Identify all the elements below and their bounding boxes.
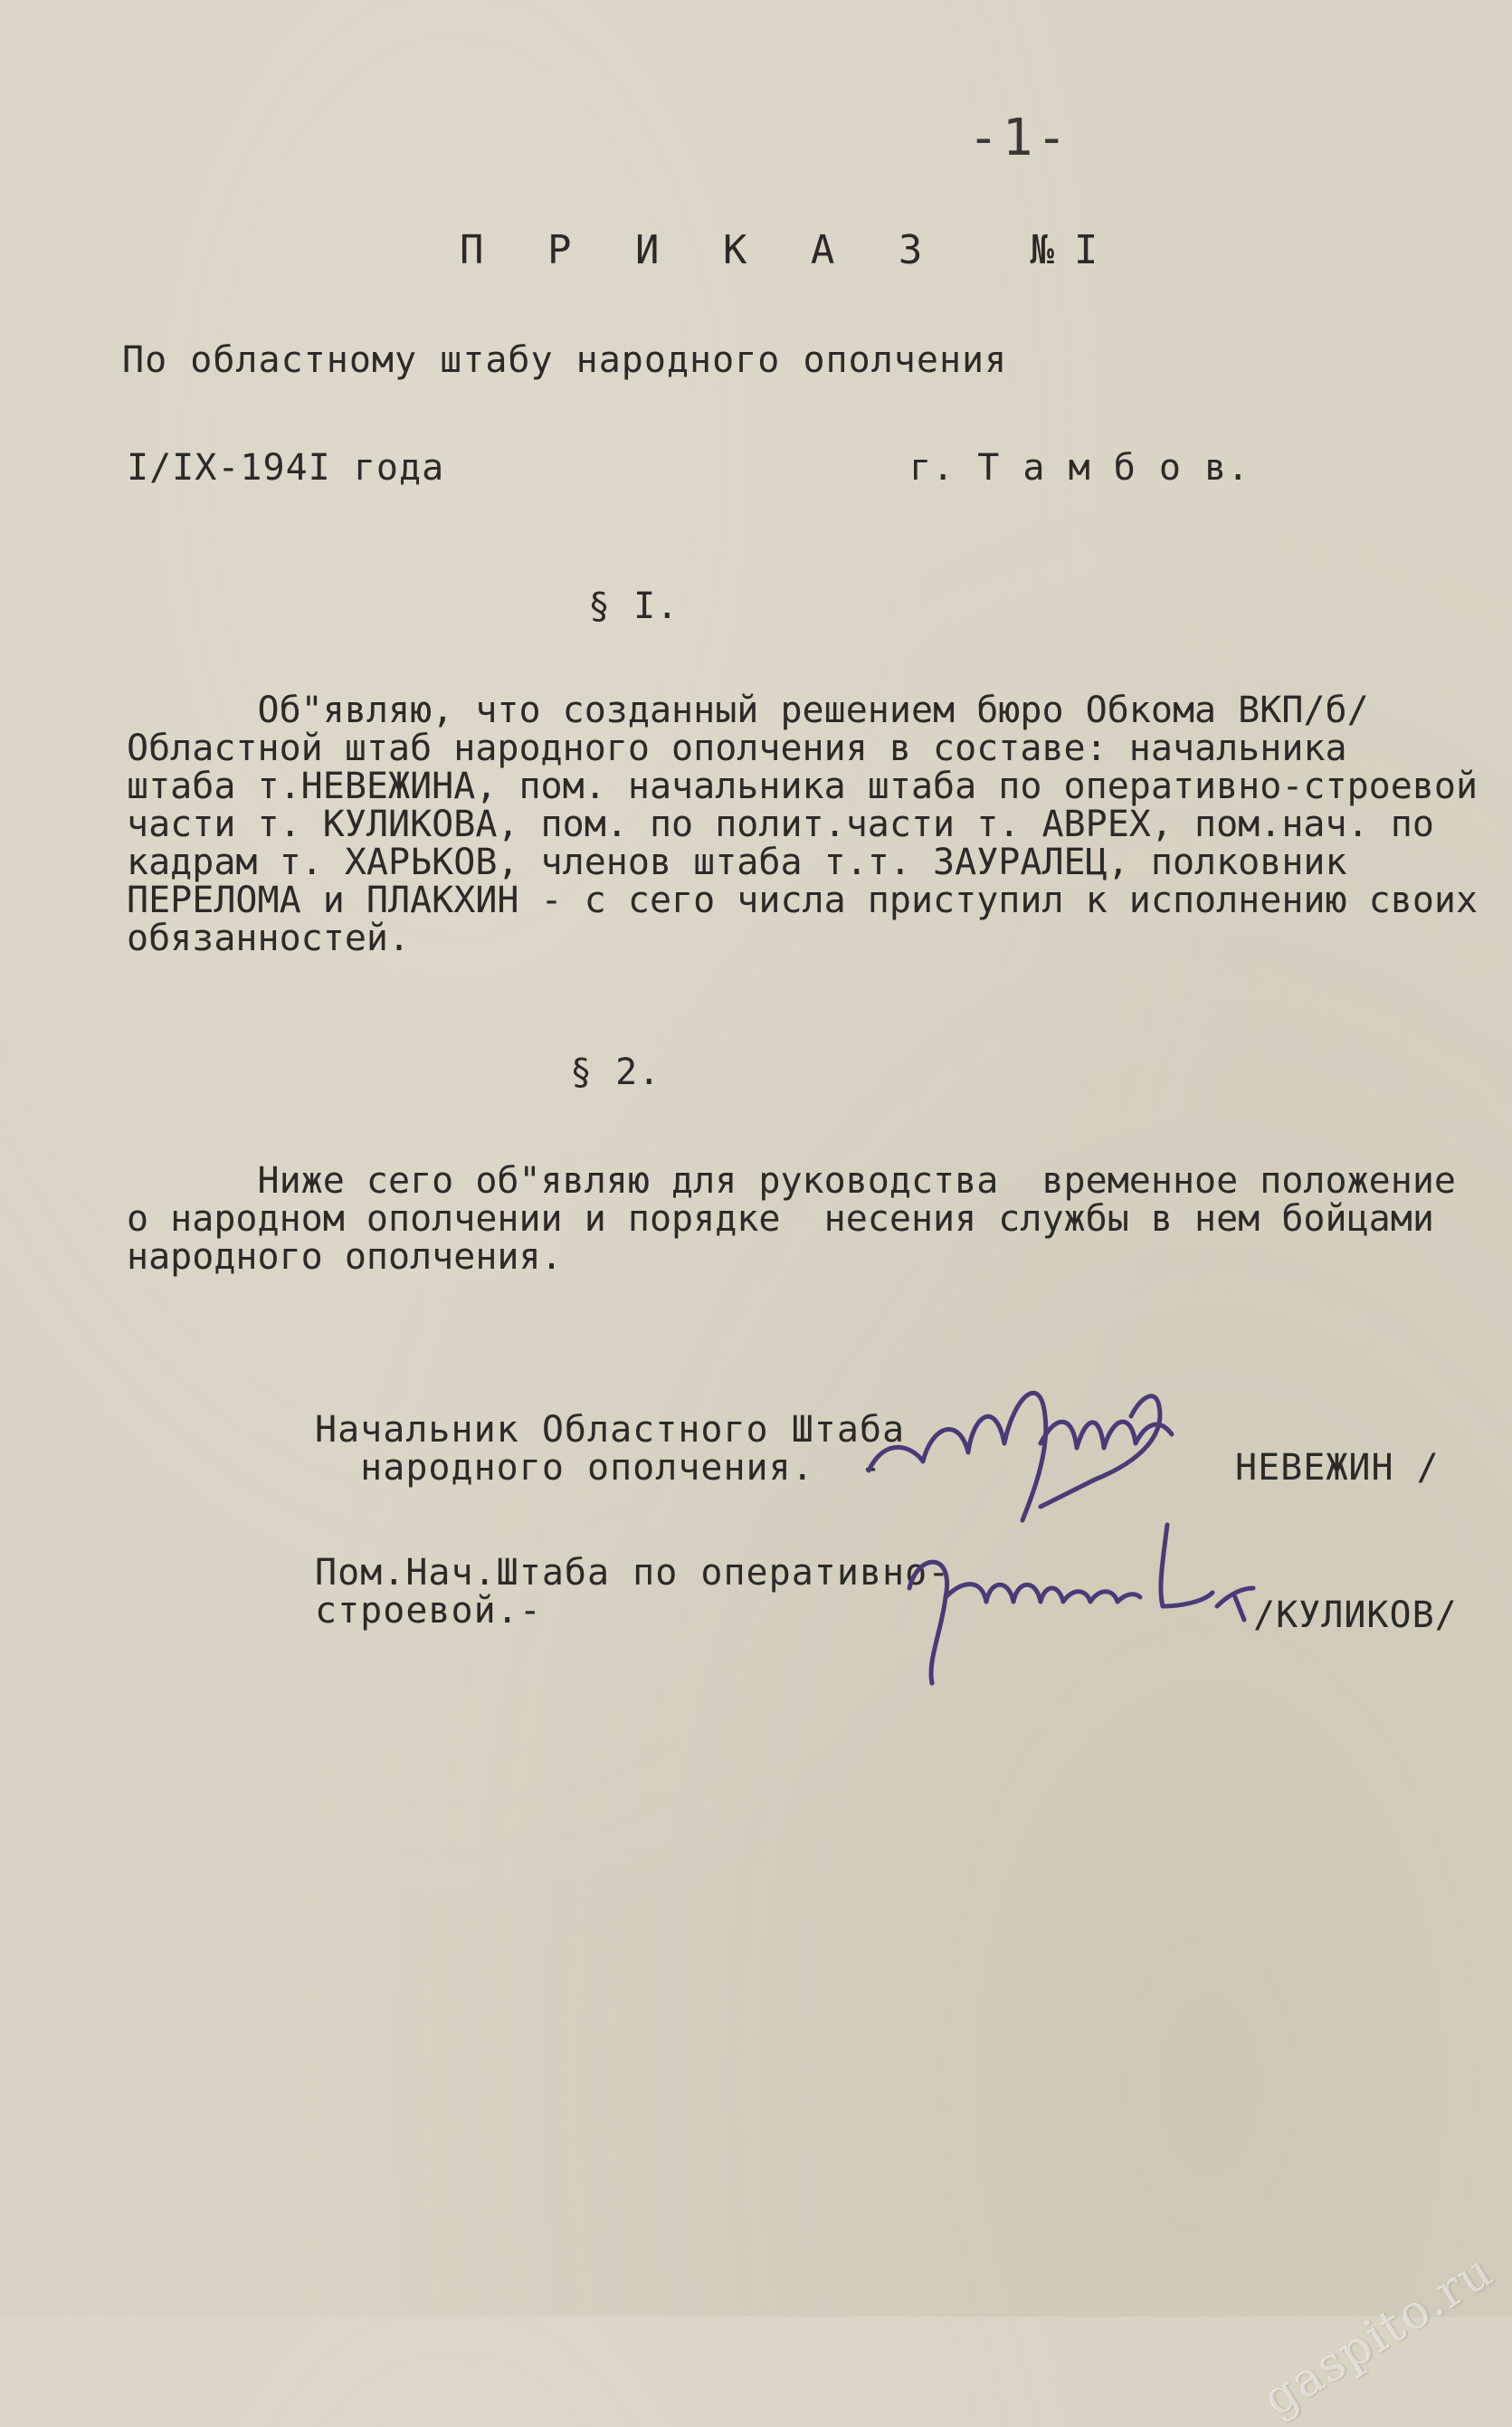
section-1-line: Об"являю, что созданный решением бюро Обкома ВКП/б/ [127, 690, 1369, 731]
signature-1-title-line: Начальник Областного Штаба [315, 1409, 906, 1451]
section-1-line: Областной штаб народного ополчения в составе: начальника [127, 728, 1347, 769]
section-1-line: кадрам т. ХАРЬКОВ, членов штаба т.т. ЗАУРАЛЕЦ, полковник [127, 842, 1347, 883]
section-2-heading: § 2. [570, 1052, 661, 1093]
page-number: -1- [968, 109, 1071, 167]
signature-2-name: /КУЛИКОВ/ [1253, 1594, 1458, 1636]
signature-1-name: НЕВЕЖИН / [1235, 1447, 1440, 1489]
document-subtitle: По областному штабу народного ополчения [122, 339, 1008, 381]
section-2-line: народного ополчения. [127, 1236, 563, 1278]
signature-2-title-line: Пом.Нач.Штаба по оперативно- [315, 1552, 951, 1594]
section-1-line: штаба т.НЕВЕЖИНА, пом. начальника штаба по оперативно-строевой [127, 766, 1479, 807]
signature-2-title-line: строевой.- [315, 1590, 542, 1632]
section-1-line: ПЕРЕЛОМА и ПЛАКХИН - с сего числа приступил к исполнению своих [127, 880, 1479, 921]
section-2-line: Ниже сего об"являю для руководства временное положение [127, 1160, 1457, 1202]
section-2-line: о народном ополчении и порядке несения службы в нем бойцами [127, 1198, 1434, 1240]
section-1-line: обязанностей. [127, 918, 411, 959]
signature-1-title-line: народного ополчения. - [315, 1447, 883, 1489]
document-place: г. Т а м б о в. [909, 447, 1250, 489]
document-title: П Р И К А З №I [460, 227, 1118, 273]
signature-2-handwriting [891, 1507, 1271, 1697]
document-date: I/IX-194I года [127, 447, 445, 489]
watermark: gaspito.ru [1253, 2243, 1503, 2427]
section-1-line: части т. КУЛИКОВА, пом. по полит.части т. АВРЕХ, пом.нач. по [127, 804, 1434, 845]
section-1-heading: § I. [588, 585, 680, 627]
